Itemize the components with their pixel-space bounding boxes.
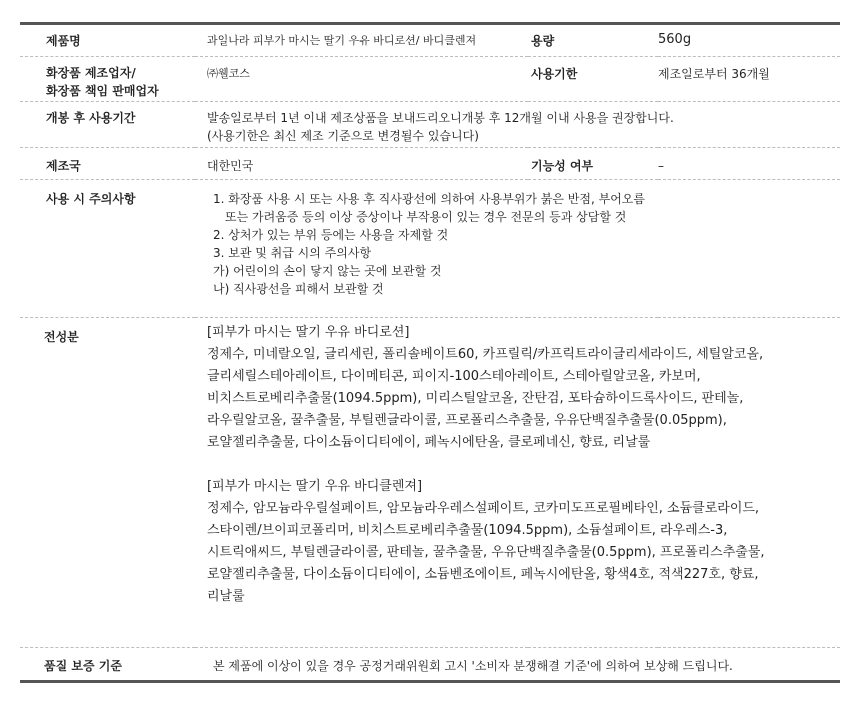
row-quality	[20, 647, 840, 680]
expiry-label: 사용기한	[528, 56, 658, 101]
ingredient-line: 라우릴알코올, 꿀추출물, 부틸렌글라이콜, 프로폴리스추출물, 우유단백질추출물(0.05ppm),	[207, 412, 727, 428]
lotion-title: [피부가 마시는 딸기 우유 바디로션]	[207, 324, 410, 340]
ingredients-content	[195, 317, 840, 647]
ingredient-line: 정제수, 미네랄오일, 글리세린, 폴리솔베이트60, 카프릴릭/카프릭트라이글리세라이드, 세틸알코올,	[207, 346, 764, 362]
ingredients-label: 전성분	[20, 317, 195, 647]
info-table	[20, 25, 840, 680]
ingredient-line: 비치스트로베리추출물(1094.5ppm), 미리스틸알코올, 잔탄검, 포타슘하이드록사이드, 판테놀,	[207, 390, 744, 406]
ingredient-line: 글리세릴스테아레이트, 다이메티콘, 피이지-100스테아레이트, 스테아릴알코올, 카보머,	[207, 368, 701, 384]
ingredient-line: 리날룰	[207, 588, 245, 604]
expiry-value: 제조일로부터 36개월	[658, 56, 840, 101]
caution-line: 2. 상처가 있는 부위 등에는 사용을 자제할 것	[213, 227, 449, 242]
row-after-opening	[20, 101, 840, 147]
quality-value: 본 제품에 이상이 있을 경우 공정거래위원회 고시 '소비자 분쟁해결 기준'에 의하여 보상해 드립니다.	[213, 658, 733, 673]
cautions-label: 사용 시 주의사항	[20, 179, 195, 317]
caution-line: 3. 보관 및 취급 시의 주의사항	[213, 245, 372, 260]
functional-label: 기능성 여부	[528, 147, 658, 179]
capacity-value: 560g	[658, 25, 840, 56]
after-opening-value	[195, 101, 840, 147]
ingredient-line: 시트릭애씨드, 부틸렌글라이콜, 판테놀, 꿀추출물, 우유단백질추출물(0.5ppm), 프로폴리스추출물,	[207, 544, 765, 560]
manufacturer-label-1: 화장품 제조업자/	[46, 65, 136, 80]
origin-value: 대한민국	[195, 147, 528, 179]
caution-line: 또는 가려움증 등의 이상 증상이나 부작용이 있는 경우 전문의 등과 상담할 것	[225, 209, 627, 224]
row-origin	[20, 147, 840, 179]
functional-value: –	[658, 147, 840, 179]
manufacturer-label	[20, 56, 195, 101]
after-opening-line-2: (사용기한은 최신 제조 기준으로 변경될수 있습니다)	[207, 128, 479, 143]
cautions-list	[195, 179, 840, 317]
caution-line: 가) 어린이의 손이 닿지 않는 곳에 보관할 것	[213, 263, 442, 278]
cleanser-title: [피부가 마시는 딸기 우유 바디클렌져]	[207, 478, 423, 494]
after-opening-line-1: 발송일로부터 1년 이내 제조상품을 보내드리오니개봉 후 12개월 이내 사용을 권장합니다.	[207, 110, 674, 125]
capacity-label: 용량	[528, 25, 658, 56]
ingredient-line: 로얄젤리추출물, 다이소듐이디티에이, 페녹시에탄올, 클로페네신, 향료, 리날룰	[207, 434, 651, 450]
row-product-name	[20, 25, 840, 56]
after-opening-label: 개봉 후 사용기간	[20, 101, 195, 147]
ingredient-line: 정제수, 암모늄라우릴설페이트, 암모늄라우레스설페이트, 코카미도프로필베타인, 소듐클로라이드,	[207, 500, 760, 516]
caution-line: 1. 화장품 사용 시 또는 사용 후 직사광선에 의하여 사용부위가 붉은 반점, 부어오름	[213, 191, 645, 206]
row-ingredients	[20, 317, 840, 647]
origin-label: 제조국	[20, 147, 195, 179]
ingredient-line: 스타이렌/브이피코폴리머, 비치스트로베리추출물(1094.5ppm), 소듐설페이트, 라우레스-3,	[207, 522, 728, 538]
ingredient-spacer	[207, 454, 840, 476]
row-cautions	[20, 179, 840, 317]
row-manufacturer	[20, 56, 840, 101]
quality-label: 품질 보증 기준	[44, 658, 122, 673]
bottom-border	[20, 680, 840, 683]
product-name-value: 과일나라 피부가 마시는 딸기 우유 바디로션/ 바디클렌져	[195, 25, 528, 56]
product-name-label: 제품명	[20, 25, 195, 56]
manufacturer-label-2: 화장품 책임 판매업자	[46, 83, 159, 98]
caution-line: 나) 직사광선을 피해서 보관할 것	[213, 281, 384, 296]
manufacturer-value: ㈜웰코스	[195, 56, 528, 101]
product-info-sheet	[20, 22, 840, 683]
ingredient-line: 로얄젤리추출물, 다이소듐이디티에이, 소듐벤조에이트, 페녹시에탄올, 황색4호, 적색227호, 향료,	[207, 566, 759, 582]
